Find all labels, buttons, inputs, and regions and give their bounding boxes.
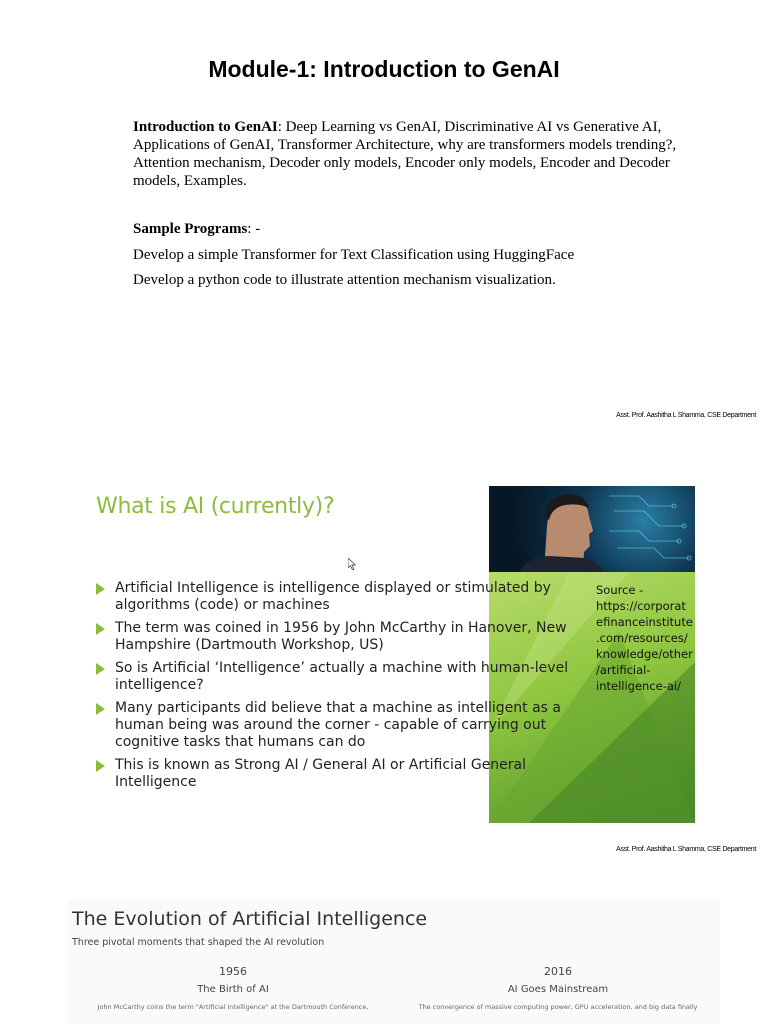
source-line: /artificial- (596, 663, 651, 677)
slide2-credit: Asst. Prof. Aashitha L Shamma, CSE Department (616, 846, 756, 853)
triangle-bullet-icon (96, 583, 105, 595)
timeline-desc: John McCarthy coins the term "Artificial Intelligence" at the Dartmouth Conference, (97, 1003, 369, 1011)
triangle-bullet-icon (96, 663, 105, 675)
timeline-column-2016 (408, 965, 708, 1011)
bullet-item (96, 580, 576, 614)
triangle-bullet-icon (96, 623, 105, 635)
timeline-label: AI Goes Mainstream (507, 984, 609, 995)
mouse-pointer-icon (348, 558, 356, 570)
bullet-item (96, 700, 576, 751)
slide-evolution-of-ai (68, 900, 720, 1024)
source-line: efinanceinstitute (596, 615, 693, 629)
intro-paragraph (133, 118, 693, 190)
triangle-bullet-icon (96, 760, 105, 772)
bullet-item (96, 620, 576, 654)
slide2-title: What is AI (currently)? (96, 494, 335, 519)
timeline-desc: The convergence of massive computing power, GPU acceleration, and big data finally (418, 1003, 698, 1011)
module-title: Module-1: Introduction to GenAI (208, 56, 560, 82)
bullet-list (96, 580, 576, 797)
timeline-year: 1956 (219, 965, 247, 978)
page1-credit: Asst. Prof. Aashitha L Shamma, CSE Department (616, 412, 756, 419)
bullet-text: So is Artificial ‘Intelligence’ actually a machine with human-level intelligence? (115, 660, 569, 693)
sample-programs-heading (133, 221, 260, 238)
sample-suffix: : - (247, 221, 261, 237)
intro-heading: Introduction to GenAI (133, 119, 278, 135)
timeline-column-1956 (88, 965, 378, 1011)
bullet-item (96, 660, 576, 694)
slide3-subtitle: Three pivotal moments that shaped the AI revolution (72, 937, 325, 948)
slide3-title: The Evolution of Artificial Intelligence (72, 908, 428, 930)
program-item-2: Develop a python code to illustrate attention mechanism visualization. (133, 272, 556, 288)
bullet-item (96, 757, 576, 791)
timeline-label: The Birth of AI (197, 984, 269, 995)
source-line: https://corporat (596, 599, 686, 613)
slide-what-is-ai (72, 486, 695, 823)
program-item-1: Develop a simple Transformer for Text Classification using HuggingFace (133, 247, 575, 263)
triangle-bullet-icon (96, 703, 105, 715)
intro-text: : Deep Learning vs GenAI, Discriminative AI vs Generative AI, Applications of GenAI, Transformer Architecture, why are transformers models trending?, Attention mechanism, Decoder only models, Encoder only models, Encoder and Decoder models, Examples. (133, 119, 677, 189)
source-line: intelligence-ai/ (596, 679, 681, 693)
bullet-text: Artificial Intelligence is intelligence displayed or stimulated by algorithms (code) or machines (115, 580, 551, 613)
bullet-text: This is known as Strong AI / General AI or Artificial General Intelligence (115, 757, 527, 790)
source-line: knowledge/other (596, 647, 693, 661)
source-line: Source - (596, 583, 644, 597)
ai-head-image (489, 486, 695, 572)
bullet-text: The term was coined in 1956 by John McCarthy in Hanover, New Hampshire (Dartmouth Workshop, US) (115, 620, 567, 653)
timeline-year: 2016 (544, 965, 572, 978)
bullet-text: Many participants did believe that a machine as intelligent as a human being was around the corner - capable of carrying out cognitive tasks that humans can do (115, 700, 561, 750)
source-citation (596, 582, 695, 694)
sample-heading: Sample Programs (133, 221, 248, 237)
source-line: .com/resources/ (596, 631, 688, 645)
